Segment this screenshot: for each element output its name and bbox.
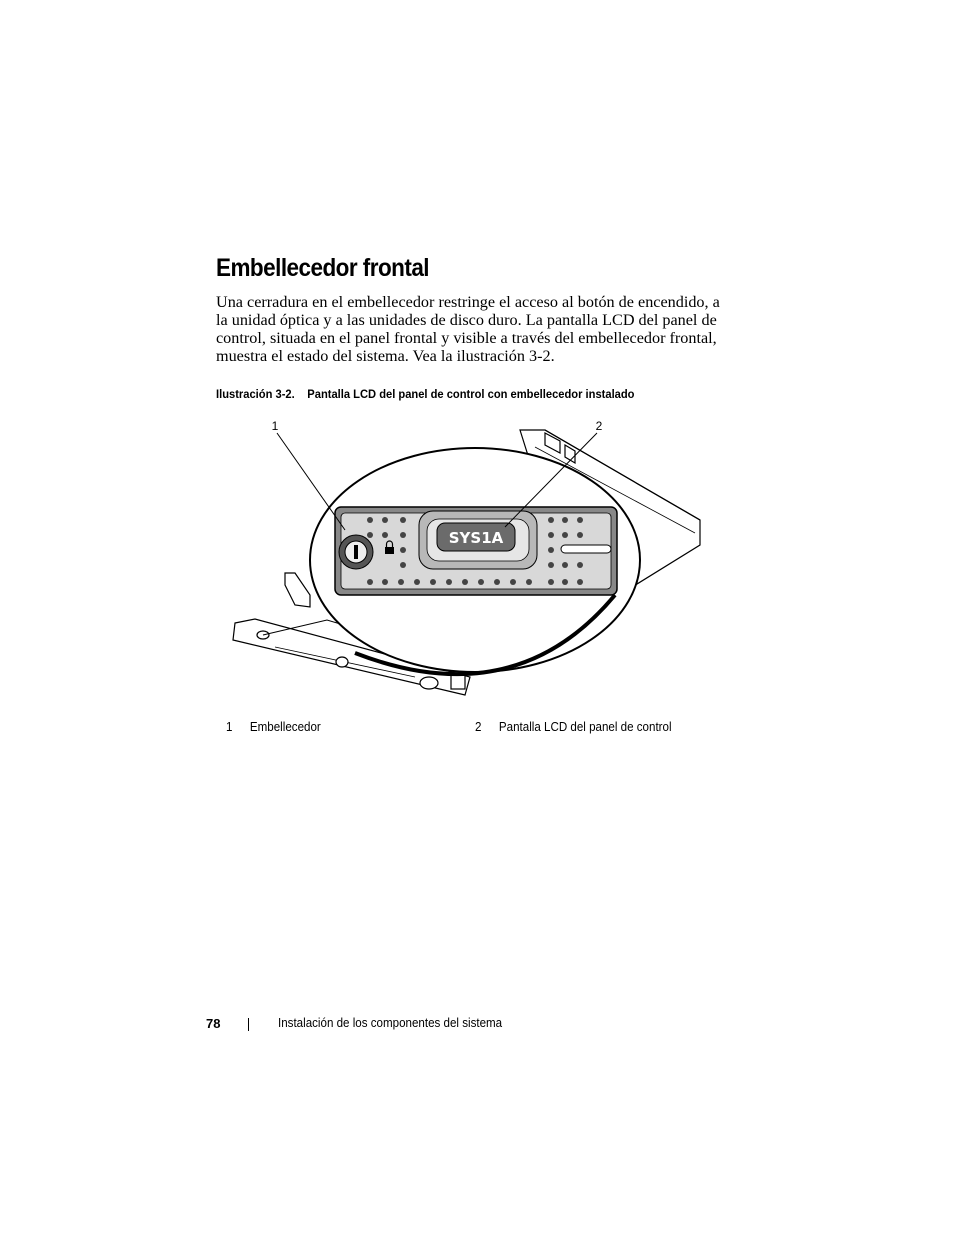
legend-number: 2 <box>475 720 482 734</box>
key-lock-icon <box>339 535 373 569</box>
footer-section-title: Instalación de los componentes del sistema <box>278 1016 503 1030</box>
lcd-display-text: SYS1A <box>448 529 504 547</box>
legend-label: Embellecedor <box>249 720 321 734</box>
legend-item-1 <box>226 720 321 734</box>
page-number: 78 <box>206 1016 221 1031</box>
figure-caption <box>216 387 635 401</box>
figure-label: Ilustración 3-2. <box>216 387 295 401</box>
callout-number-1: 1 <box>271 419 279 433</box>
legend-item-2 <box>475 720 672 734</box>
figure-title: Pantalla LCD del panel de control con embellecedor instalado <box>307 387 635 401</box>
section-heading: Embellecedor frontal <box>216 254 430 282</box>
footer-divider <box>248 1018 249 1031</box>
bezel-illustration <box>215 415 715 705</box>
legend-label: Pantalla LCD del panel de control <box>498 720 672 734</box>
front-panel <box>335 507 617 595</box>
callout-leader-1 <box>277 433 345 530</box>
paragraph-line: Una cerradura en el embellecedor restringe el acceso al botón de encendido, a <box>216 293 720 311</box>
body-paragraph <box>216 293 720 365</box>
legend-number: 1 <box>226 720 233 734</box>
paragraph-line: la unidad óptica y a las unidades de disco duro. La pantalla LCD del panel de <box>216 311 717 329</box>
callout-number-2: 2 <box>595 419 603 433</box>
paragraph-line: control, situada en el panel frontal y visible a través del embellecedor frontal, <box>216 329 717 347</box>
paragraph-line: muestra el estado del sistema. Vea la ilustración 3-2. <box>216 347 555 365</box>
